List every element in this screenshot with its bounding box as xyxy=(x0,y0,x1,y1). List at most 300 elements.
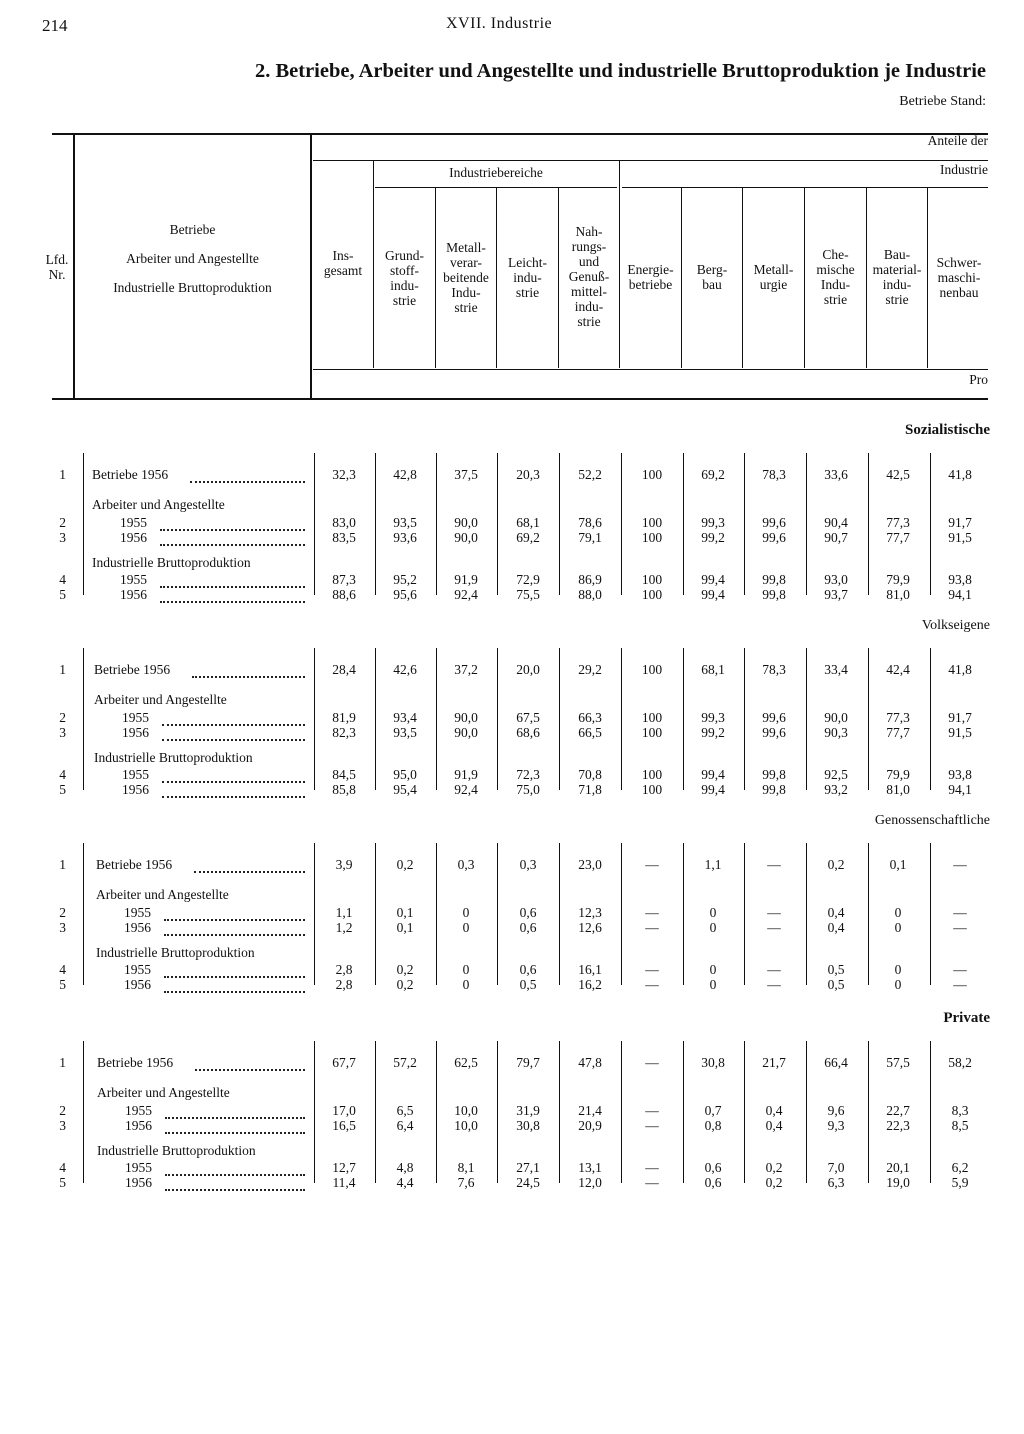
table-cell: 92,4 xyxy=(454,782,478,797)
row-number: 4 xyxy=(59,767,66,782)
table-cell: 9,3 xyxy=(827,1118,845,1133)
row-label-year-1956: 1956 xyxy=(120,587,147,602)
table-cell: 0,5 xyxy=(827,962,845,977)
row-label-year-1956: 1956 xyxy=(124,977,151,992)
table-cell: 99,3 xyxy=(701,710,725,725)
row-label-year-1955: 1955 xyxy=(124,905,151,920)
row-label-betriebe: Betriebe 1956 xyxy=(97,1055,174,1070)
table-cell: 22,7 xyxy=(886,1103,910,1118)
table-cell: 20,0 xyxy=(516,662,540,677)
table-cell: 95,2 xyxy=(393,572,417,587)
table-cell: 5,9 xyxy=(951,1175,969,1190)
row-number: 3 xyxy=(59,1118,66,1133)
column-divider xyxy=(559,648,560,790)
row-label-divider xyxy=(83,648,84,790)
table-cell: 0,3 xyxy=(519,857,537,872)
table-cell: 57,2 xyxy=(393,1055,417,1070)
table-cell: 87,3 xyxy=(332,572,356,587)
table-cell: 12,0 xyxy=(578,1175,602,1190)
table-cell: 83,5 xyxy=(332,530,356,545)
running-head: XVII. Industrie xyxy=(446,15,553,32)
leader-dots xyxy=(160,574,305,588)
table-cell: — xyxy=(767,962,781,977)
table-cell: 4,8 xyxy=(396,1160,414,1175)
table-cell: 72,3 xyxy=(516,767,540,782)
table-cell: 79,9 xyxy=(886,572,910,587)
table-cell: 7,0 xyxy=(827,1160,845,1175)
table-cell: 21,4 xyxy=(578,1103,602,1118)
table-cell: 9,6 xyxy=(827,1103,845,1118)
row-label-divider xyxy=(83,1041,84,1183)
row-label-bruttoproduktion: Industrielle Bruttoproduktion xyxy=(96,945,255,960)
table-cell: 95,4 xyxy=(393,782,417,797)
row-label-divider xyxy=(83,453,84,595)
table-cell: 94,1 xyxy=(948,587,972,602)
column-divider xyxy=(621,1041,622,1183)
row-label-year-1955: 1955 xyxy=(120,572,147,587)
table-cell: 81,9 xyxy=(332,710,356,725)
table-cell: 0,8 xyxy=(704,1118,722,1133)
table-cell: — xyxy=(953,962,967,977)
table-cell: — xyxy=(953,920,967,935)
table-cell: 99,4 xyxy=(701,767,725,782)
table-cell: 0,6 xyxy=(519,920,537,935)
table-cell: 66,5 xyxy=(578,725,602,740)
row-number: 5 xyxy=(59,1175,66,1190)
row-label-betriebe: Betriebe 1956 xyxy=(94,662,171,677)
table-cell: 72,9 xyxy=(516,572,540,587)
table-cell: 0,4 xyxy=(765,1103,783,1118)
table-cell: 92,5 xyxy=(824,767,848,782)
table-cell: 2,8 xyxy=(335,962,353,977)
table-cell: 99,4 xyxy=(701,782,725,797)
row-number: 3 xyxy=(59,725,66,740)
table-cell: 28,4 xyxy=(332,662,356,677)
column-divider xyxy=(497,648,498,790)
row-label-year-1956: 1956 xyxy=(124,920,151,935)
table-cell: 37,2 xyxy=(454,662,478,677)
table-cell: 93,5 xyxy=(393,725,417,740)
table-cell: 0 xyxy=(894,977,902,992)
table-cell: 19,0 xyxy=(886,1175,910,1190)
row-number: 1 xyxy=(59,1055,66,1070)
header-row-aua: Arbeiter und Angestellte xyxy=(126,251,259,266)
row-label-year-1955: 1955 xyxy=(120,515,147,530)
table-cell: 8,3 xyxy=(951,1103,969,1118)
table-cell: 93,4 xyxy=(393,710,417,725)
table-cell: — xyxy=(767,920,781,935)
leader-dots xyxy=(192,664,305,678)
table-cell: 90,0 xyxy=(454,530,478,545)
row-label-year-1955: 1955 xyxy=(122,767,149,782)
table-cell: 90,3 xyxy=(824,725,848,740)
table-cell: 100 xyxy=(641,767,663,782)
col-header-grundstoff: Grund- stoff- indu- strie xyxy=(385,248,424,308)
table-cell: 75,0 xyxy=(516,782,540,797)
row-number: 5 xyxy=(59,782,66,797)
column-divider xyxy=(559,843,560,985)
table-cell: 77,7 xyxy=(886,725,910,740)
table-cell: 42,4 xyxy=(886,662,910,677)
table-cell: 88,0 xyxy=(578,587,602,602)
row-label-divider xyxy=(83,843,84,985)
row-label-year-1955: 1955 xyxy=(122,710,149,725)
table-cell: 99,8 xyxy=(762,572,786,587)
row-number: 2 xyxy=(59,905,66,920)
col-header-leichtindustrie: Leicht- indu- strie xyxy=(508,255,547,300)
header-divider xyxy=(310,135,312,398)
table-cell: 90,0 xyxy=(824,710,848,725)
leader-dots xyxy=(194,859,305,873)
col-header-chemische: Che- mische Indu- strie xyxy=(816,247,855,307)
table-cell: 0,2 xyxy=(396,962,414,977)
table-cell: 99,2 xyxy=(701,530,725,545)
table-cell: 0 xyxy=(462,920,470,935)
leader-dots xyxy=(190,469,305,483)
table-cell: 100 xyxy=(641,572,663,587)
table-cell: 91,9 xyxy=(454,572,478,587)
header-pro: Pro xyxy=(969,372,988,387)
row-label-year-1956: 1956 xyxy=(125,1118,152,1133)
row-label-bruttoproduktion: Industrielle Bruttoproduktion xyxy=(94,750,253,765)
table-cell: 29,2 xyxy=(578,662,602,677)
table-cell: 27,1 xyxy=(516,1160,540,1175)
row-label-betriebe: Betriebe 1956 xyxy=(92,467,169,482)
table-cell: — xyxy=(953,905,967,920)
table-cell: 0 xyxy=(462,962,470,977)
col-header-energie: Energie- betriebe xyxy=(627,262,674,292)
table-cell: 30,8 xyxy=(516,1118,540,1133)
table-cell: 99,3 xyxy=(701,515,725,530)
table-cell: 12,3 xyxy=(578,905,602,920)
table-cell: 42,5 xyxy=(886,467,910,482)
table-cell: 91,7 xyxy=(948,515,972,530)
table-cell: 12,7 xyxy=(332,1160,356,1175)
table-cell: 6,2 xyxy=(951,1160,969,1175)
table-cell: 93,8 xyxy=(948,572,972,587)
row-label-arbeiter-angestellte: Arbeiter und Angestellte xyxy=(94,692,227,707)
col-header-metallverarbeitende: Metall- verar- beitende Indu- strie xyxy=(443,240,489,315)
table-cell: 83,0 xyxy=(332,515,356,530)
table-cell: 95,0 xyxy=(393,767,417,782)
table-cell: 99,8 xyxy=(762,587,786,602)
table-cell: 99,6 xyxy=(762,725,786,740)
header-nr: Nr. xyxy=(48,267,66,282)
table-cell: 42,6 xyxy=(393,662,417,677)
col-header-insgesamt: Ins- gesamt xyxy=(323,248,363,278)
table-cell: — xyxy=(645,1175,659,1190)
table-cell: 69,2 xyxy=(701,467,725,482)
table-cell: — xyxy=(645,1118,659,1133)
row-label-year-1956: 1956 xyxy=(120,530,147,545)
column-divider xyxy=(559,453,560,595)
leader-dots xyxy=(164,979,305,993)
row-number: 4 xyxy=(59,1160,66,1175)
table-cell: 0 xyxy=(462,905,470,920)
table-cell: 41,8 xyxy=(948,662,972,677)
table-cell: 79,1 xyxy=(578,530,602,545)
leader-dots xyxy=(195,1057,305,1071)
table-cell: 90,0 xyxy=(454,725,478,740)
table-cell: 100 xyxy=(641,725,663,740)
table-cell: 16,5 xyxy=(332,1118,356,1133)
table-cell: 99,6 xyxy=(762,710,786,725)
row-number: 1 xyxy=(59,662,66,677)
table-cell: 0 xyxy=(894,905,902,920)
col-header-metallurgie: Metall- urgie xyxy=(753,262,794,292)
row-number: 3 xyxy=(59,530,66,545)
table-cell: 78,3 xyxy=(762,662,786,677)
row-number: 2 xyxy=(59,1103,66,1118)
row-number: 2 xyxy=(59,710,66,725)
table-cell: 6,4 xyxy=(396,1118,414,1133)
table-cell: 99,4 xyxy=(701,587,725,602)
table-cell: 99,2 xyxy=(701,725,725,740)
row-label-arbeiter-angestellte: Arbeiter und Angestellte xyxy=(96,887,229,902)
table-cell: 41,8 xyxy=(948,467,972,482)
table-cell: 91,9 xyxy=(454,767,478,782)
leader-dots xyxy=(160,532,305,546)
table-cell: 1,1 xyxy=(335,905,353,920)
table-cell: 20,1 xyxy=(886,1160,910,1175)
header-industriebereiche: Industriebereiche xyxy=(449,165,543,180)
table-cell: 100 xyxy=(641,662,663,677)
table-cell: 2,8 xyxy=(335,977,353,992)
col-header-nahrung: Nah- rungs- und Genuß- mittel- indu- strie xyxy=(568,224,610,329)
table-cell: 71,8 xyxy=(578,782,602,797)
table-cell: 68,6 xyxy=(516,725,540,740)
table-cell: 67,7 xyxy=(332,1055,356,1070)
table-subtitle: Betriebe Stand: xyxy=(899,94,986,109)
table-cell: 33,6 xyxy=(824,467,848,482)
table-cell: 90,0 xyxy=(454,710,478,725)
row-label-arbeiter-angestellte: Arbeiter und Angestellte xyxy=(92,497,225,512)
table-cell: 0,6 xyxy=(704,1175,722,1190)
table-cell: 0,1 xyxy=(396,905,414,920)
row-number: 2 xyxy=(59,515,66,530)
table-cell: 81,0 xyxy=(886,587,910,602)
table-cell: 66,4 xyxy=(824,1055,848,1070)
table-cell: 16,2 xyxy=(578,977,602,992)
table-cell: 91,5 xyxy=(948,725,972,740)
table-cell: 0,5 xyxy=(519,977,537,992)
row-number: 5 xyxy=(59,587,66,602)
table-cell: 90,4 xyxy=(824,515,848,530)
row-label-betriebe: Betriebe 1956 xyxy=(96,857,173,872)
table-cell: 22,3 xyxy=(886,1118,910,1133)
header-top-rule xyxy=(52,133,988,135)
table-cell: 99,8 xyxy=(762,782,786,797)
table-cell: 99,4 xyxy=(701,572,725,587)
table-cell: 100 xyxy=(641,587,663,602)
table-cell: 94,1 xyxy=(948,782,972,797)
row-label-year-1955: 1955 xyxy=(124,962,151,977)
table-cell: 12,6 xyxy=(578,920,602,935)
table-cell: — xyxy=(645,905,659,920)
leader-dots xyxy=(164,964,305,978)
table-cell: 91,5 xyxy=(948,530,972,545)
table-cell: 93,2 xyxy=(824,782,848,797)
table-cell: — xyxy=(645,1055,659,1070)
table-cell: 47,8 xyxy=(578,1055,602,1070)
header-rule-anteile xyxy=(313,160,988,161)
leader-dots xyxy=(162,727,305,741)
leader-dots xyxy=(160,517,305,531)
table-cell: 52,2 xyxy=(578,467,602,482)
row-number: 5 xyxy=(59,977,66,992)
table-cell: 95,6 xyxy=(393,587,417,602)
table-cell: — xyxy=(767,977,781,992)
table-cell: 0,6 xyxy=(519,905,537,920)
table-cell: 7,6 xyxy=(457,1175,475,1190)
table-cell: 70,8 xyxy=(578,767,602,782)
table-cell: 0,6 xyxy=(704,1160,722,1175)
table-cell: 20,9 xyxy=(578,1118,602,1133)
table-cell: 79,9 xyxy=(886,767,910,782)
table-cell: 81,0 xyxy=(886,782,910,797)
table-cell: — xyxy=(645,920,659,935)
table-cell: 100 xyxy=(641,530,663,545)
header-industrie: Industrie xyxy=(940,162,988,177)
table-cell: 13,1 xyxy=(578,1160,602,1175)
table-cell: 67,5 xyxy=(516,710,540,725)
table-cell: 10,0 xyxy=(454,1103,478,1118)
table-cell: 88,6 xyxy=(332,587,356,602)
table-cell: 93,0 xyxy=(824,572,848,587)
table-cell: — xyxy=(645,977,659,992)
table-cell: 82,3 xyxy=(332,725,356,740)
col-header-schwermaschinenbau: Schwer- maschi- nenbau xyxy=(936,255,982,300)
table-cell: — xyxy=(953,977,967,992)
table-cell: 1,1 xyxy=(704,857,722,872)
table-cell: 0 xyxy=(462,977,470,992)
table-cell: 93,8 xyxy=(948,767,972,782)
column-divider xyxy=(497,1041,498,1183)
table-cell: 0,7 xyxy=(704,1103,722,1118)
leader-dots xyxy=(165,1177,305,1191)
table-cell: 0,4 xyxy=(827,920,845,935)
leader-dots xyxy=(165,1162,305,1176)
table-cell: 100 xyxy=(641,782,663,797)
table-cell: 84,5 xyxy=(332,767,356,782)
table-cell: 68,1 xyxy=(701,662,725,677)
table-cell: 0 xyxy=(894,920,902,935)
table-cell: — xyxy=(645,1103,659,1118)
table-cell: 1,2 xyxy=(335,920,353,935)
table-cell: — xyxy=(767,905,781,920)
table-cell: 11,4 xyxy=(332,1175,356,1190)
table-cell: 93,7 xyxy=(824,587,848,602)
row-number: 3 xyxy=(59,920,66,935)
leader-dots xyxy=(164,907,305,921)
header-lfd: Lfd. xyxy=(45,252,69,267)
table-cell: 0 xyxy=(709,977,717,992)
row-number: 4 xyxy=(59,572,66,587)
row-label-year-1956: 1956 xyxy=(122,782,149,797)
table-cell: 77,3 xyxy=(886,710,910,725)
header-rule-pro xyxy=(313,369,988,370)
row-number: 4 xyxy=(59,962,66,977)
column-divider xyxy=(621,648,622,790)
table-cell: 0,2 xyxy=(396,857,414,872)
leader-dots xyxy=(162,769,305,783)
table-cell: 91,7 xyxy=(948,710,972,725)
leader-dots xyxy=(164,922,305,936)
table-cell: 85,8 xyxy=(332,782,356,797)
col-header-bergbau: Berg- bau xyxy=(696,262,728,292)
row-number: 1 xyxy=(59,857,66,872)
table-cell: 0,2 xyxy=(765,1175,783,1190)
table-cell: 30,8 xyxy=(701,1055,725,1070)
table-cell: 99,6 xyxy=(762,515,786,530)
row-label-bruttoproduktion: Industrielle Bruttoproduktion xyxy=(97,1143,256,1158)
row-label-year-1956: 1956 xyxy=(125,1175,152,1190)
section-title: Volkseigene xyxy=(921,618,990,633)
table-cell: — xyxy=(645,1160,659,1175)
table-cell: 99,6 xyxy=(762,530,786,545)
table-cell: 0,1 xyxy=(396,920,414,935)
leader-dots xyxy=(165,1105,305,1119)
table-cell: 66,3 xyxy=(578,710,602,725)
table-cell: 17,0 xyxy=(332,1103,356,1118)
table-cell: 77,7 xyxy=(886,530,910,545)
table-cell: 77,3 xyxy=(886,515,910,530)
row-label-year-1956: 1956 xyxy=(122,725,149,740)
column-divider xyxy=(621,843,622,985)
table-cell: 78,3 xyxy=(762,467,786,482)
table-cell: 42,8 xyxy=(393,467,417,482)
table-cell: 92,4 xyxy=(454,587,478,602)
table-cell: 0,4 xyxy=(827,905,845,920)
column-divider xyxy=(497,453,498,595)
leader-dots xyxy=(160,589,305,603)
section-title: Sozialistische xyxy=(905,422,990,438)
column-divider xyxy=(497,843,498,985)
header-rule-industrie xyxy=(622,187,988,188)
table-cell: 24,5 xyxy=(516,1175,540,1190)
table-cell: 0,4 xyxy=(765,1118,783,1133)
table-cell: 62,5 xyxy=(454,1055,478,1070)
table-cell: 32,3 xyxy=(332,467,356,482)
page-number: 214 xyxy=(42,16,68,35)
table-cell: 6,5 xyxy=(396,1103,414,1118)
table-cell: 23,0 xyxy=(578,857,602,872)
header-anteile: Anteile der xyxy=(927,133,988,148)
leader-dots xyxy=(162,784,305,798)
row-label-year-1955: 1955 xyxy=(125,1160,152,1175)
table-cell: 93,5 xyxy=(393,515,417,530)
header-bottom-rule xyxy=(52,398,988,400)
table-cell: 0,5 xyxy=(827,977,845,992)
table-cell: 20,3 xyxy=(516,467,540,482)
table-cell: 10,0 xyxy=(454,1118,478,1133)
table-cell: 0,2 xyxy=(765,1160,783,1175)
section-title: Genossenschaftliche xyxy=(874,813,990,828)
table-cell: 0,6 xyxy=(519,962,537,977)
leader-dots xyxy=(165,1120,305,1134)
table-cell: 0 xyxy=(894,962,902,977)
row-label-arbeiter-angestellte: Arbeiter und Angestellte xyxy=(97,1085,230,1100)
table-cell: 16,1 xyxy=(578,962,602,977)
table-cell: 37,5 xyxy=(454,467,478,482)
table-cell: 100 xyxy=(641,467,663,482)
table-cell: 58,2 xyxy=(948,1055,972,1070)
table-cell: 0,2 xyxy=(827,857,845,872)
table-cell: 78,6 xyxy=(578,515,602,530)
table-cell: 8,5 xyxy=(951,1118,969,1133)
column-divider xyxy=(621,453,622,595)
table-cell: 90,0 xyxy=(454,515,478,530)
